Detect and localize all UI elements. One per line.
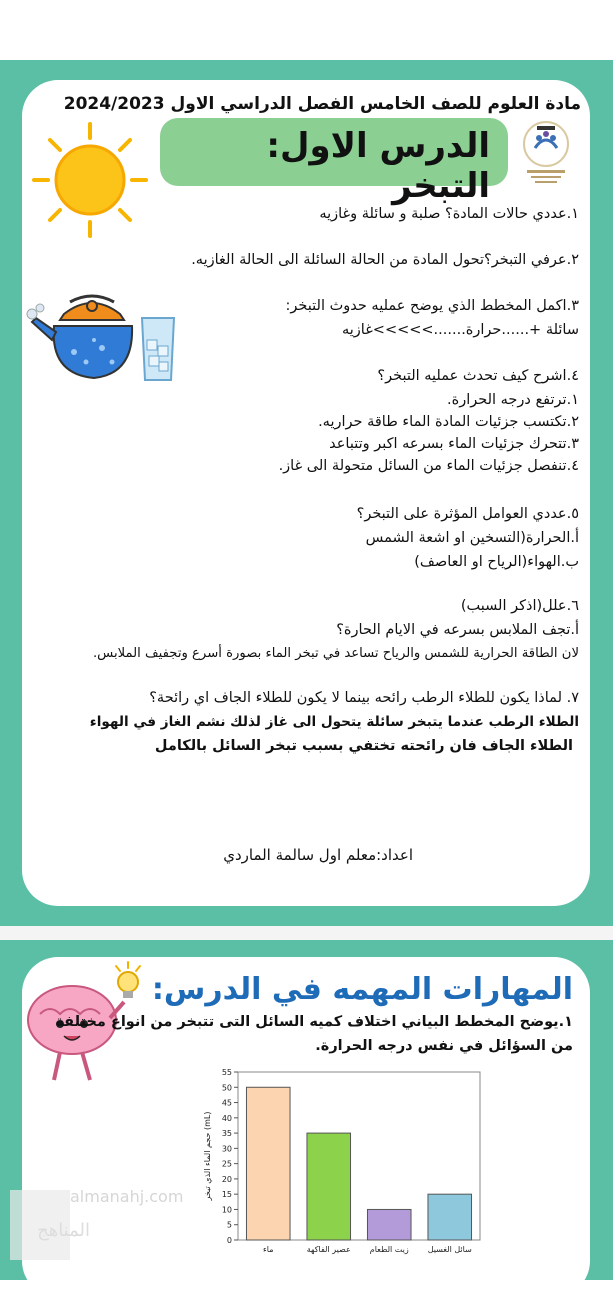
school-logo-icon [515, 118, 577, 188]
y-tick-label: 45 [221, 1098, 232, 1108]
y-tick-label: 30 [221, 1144, 232, 1154]
x-tick-label: عصير الفاكهة [306, 1245, 351, 1254]
y-tick-label: 10 [221, 1205, 232, 1215]
y-tick-label: 20 [221, 1174, 232, 1184]
y-tick-label: 50 [221, 1083, 232, 1093]
prepared-by: اعداد:معلم اول سالمة الماردي [223, 846, 413, 864]
q4-step-3: ٣.تتحرك جزئيات الماء بسرعه اكبر وتتباعد [329, 436, 579, 452]
q5-answer-a: أ.الحرارة(التسخين او اشعة الشمس [365, 530, 579, 546]
sun-icon [30, 120, 150, 240]
y-tick-label: 40 [221, 1113, 232, 1123]
q4-step-2: ٢.تكتسب جزئيات المادة الماء طاقة حراريه. [318, 414, 579, 430]
y-tick-label: 15 [221, 1190, 232, 1200]
q1-line: ١.عددي حالات المادة؟ صلبة و سائلة وغازيه [319, 206, 579, 222]
page-gap [0, 926, 613, 940]
bar [367, 1209, 411, 1240]
y-tick-label: 35 [221, 1129, 232, 1139]
q4-step-1: ١.ترتفع درجه الحرارة. [447, 392, 579, 408]
skills-heading: المهارات المهمه في الدرس: [151, 972, 573, 1007]
svg-text:المناهج: المناهج [37, 1220, 90, 1241]
y-tick-label: 25 [221, 1159, 232, 1169]
y-tick-label: 0 [226, 1236, 232, 1245]
q3-line: ٣.اكمل المخطط الذي يوضح عمليه حدوث التبخر: [285, 298, 579, 314]
q7-answer-1: الطلاء الرطب عندما يتبخر سائلة يتحول الى غاز لذلك نشم الغاز في الهواء [89, 714, 579, 730]
evaporation-bar-chart [196, 1064, 486, 1280]
svg-text:almanahj.com: almanahj.com [70, 1187, 184, 1206]
top-strip [0, 0, 613, 60]
skills-question-line-1: ١.يوضح المخطط البياني اختلاف كميه السائل التى تتبخر من انواع مختلفة [55, 1014, 573, 1030]
x-tick-label: ماء [263, 1245, 274, 1254]
subject-heading: مادة العلوم للصف الخامس الفصل الدراسي الاول 2024/2023 [63, 94, 581, 114]
q4-line: ٤.اشرح كيف تحدث عمليه التبخر؟ [377, 368, 579, 384]
q5-answer-b: ب.الهواء(الرياح او العاصف) [414, 554, 579, 570]
q4-step-4: ٤.تنفصل جزئيات الماء من السائل متحولة الى غاز. [278, 458, 579, 474]
kettle-icon [24, 292, 136, 384]
y-tick-label: 55 [221, 1068, 232, 1077]
q6-line: ٦.علل(اذكر السبب) [460, 598, 579, 614]
q2-line: ٢.عرفي التبخر؟تحول المادة من الحالة السائلة الى الحالة الغازيه. [191, 252, 579, 268]
q6-answer: لان الطاقة الحرارية للشمس والرياح تساعد في تبخر الماء بصورة أسرع وتجفيف الملابس. [92, 646, 579, 661]
q5-line: ٥.عددي العوامل المؤثرة على التبخر؟ [356, 506, 579, 522]
skills-question-line-2: من السؤائل في نفس درجه الحرارة. [315, 1038, 573, 1054]
y-tick-label: 5 [226, 1220, 232, 1230]
q6-sub-question: أ.تجف الملابس بسرعه في الايام الحارة؟ [336, 622, 579, 638]
lesson-title: الدرس الاول: التبخر [266, 126, 490, 206]
q3-answer-line: سائلة +......حرارة.......>>>>>غازيه [341, 322, 579, 338]
y-axis-label: حجم الماء الذي تبخر (mL) [203, 1111, 212, 1201]
q7-line: ٧. لماذا يكون للطلاء الرطب رائحه بينما لا يكون للطلاء الجاف اي رائحة؟ [149, 690, 579, 706]
q7-answer-2: الطلاء الجاف فان رائحته تختفي بسبب تبخر السائل بالكامل [154, 738, 573, 754]
bar [246, 1087, 290, 1240]
x-tick-label: سائل الغسيل [427, 1245, 472, 1254]
ice-glass-icon [140, 316, 176, 382]
x-tick-label: زيت الطعام [369, 1245, 409, 1254]
watermark-logo [0, 1170, 200, 1280]
bar [428, 1194, 472, 1240]
bar [307, 1133, 351, 1240]
